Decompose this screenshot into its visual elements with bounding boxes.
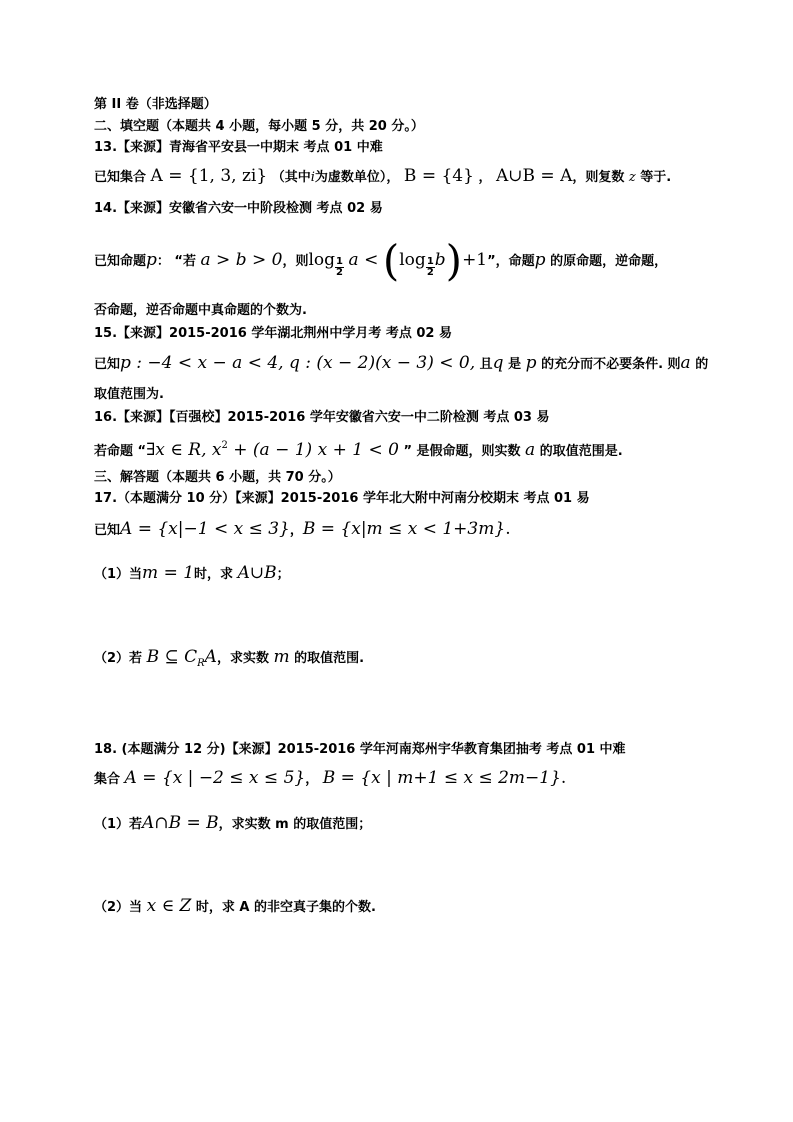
q18-dot: .	[560, 768, 567, 788]
q14-log-a: log	[308, 250, 336, 270]
q17-p1-union: A∪B	[237, 563, 277, 583]
q14-p: p	[146, 250, 157, 270]
q15-body	[94, 355, 708, 373]
q16-source: 16.【来源】【百强校】2015-2016 学年安徽省六安一中二阶检测 考点 03 易	[94, 410, 550, 425]
q13-known: 已知集合	[94, 170, 147, 185]
q17-p2-mid: ，求实数	[216, 651, 269, 666]
q18-part2	[94, 898, 376, 916]
q14-b: b	[434, 250, 446, 270]
q17-p2-a: A	[204, 647, 217, 667]
part-title: 第 II 卷（非选择题）	[94, 97, 217, 112]
q14-after: ”，命题	[487, 254, 535, 269]
q15-p: p	[525, 353, 537, 373]
q17-p1-pre: （1）当	[94, 567, 143, 582]
q14-half-fraction-2: $\frac{1}{2}$	[426, 256, 434, 278]
answer-header: 三、解答题（本题共 6 小题，共 70 分。）	[94, 470, 341, 485]
q17-p2-b: B ⊆ C	[146, 647, 198, 667]
q18-comma: ，	[305, 772, 319, 787]
q17-known: 已知	[94, 523, 121, 538]
q16-sq: 2	[221, 440, 228, 451]
q16-body	[94, 438, 623, 460]
q13-note-post: 为虚数单位），	[314, 170, 400, 185]
q15-q: q	[492, 353, 504, 373]
q14-pre: 已知命题	[94, 254, 147, 269]
q14-p2: p	[534, 250, 546, 270]
q18-p2-pre: （2）当	[94, 900, 143, 915]
q16-expr2: + (a − 1) x + 1 < 0	[227, 440, 399, 460]
q17-p2-m: m	[273, 647, 290, 667]
q16-post: ” 是假命题，则实数	[403, 444, 521, 459]
q15-expr: p : −4 < x − a < 4, q : (x − 2)(x − 3) < 0,	[120, 353, 476, 373]
q17-comma: ，	[289, 523, 303, 538]
q13-note-pre: （其中	[271, 170, 311, 185]
q17-p2-r: R	[197, 658, 205, 669]
q16-a: a	[525, 440, 536, 460]
q14-source: 14.【来源】安徽省六安一中阶段检测 考点 02 易	[94, 201, 383, 216]
q17-source: 17.（本题满分 10 分）【来源】2015-2016 学年北大附中河南分校期末 考点 01 易	[94, 491, 590, 506]
q17-p1-end: ；	[276, 567, 290, 582]
q18-set-b: B = {x | m+1 ≤ x ≤ 2m−1}	[322, 768, 561, 788]
q17-part2	[94, 649, 364, 672]
q16-pre: 若命题 “	[94, 444, 147, 459]
q15-line2: 取值范围为.	[94, 387, 164, 402]
q14-line2: 否命题，逆否命题中真命题的个数为.	[94, 303, 307, 318]
q13-set-b: B = {4}	[403, 166, 474, 186]
q14-right-paren: )	[445, 236, 463, 285]
q18-p1-end: ，求实数 m 的取值范围；	[218, 817, 372, 832]
q15-mid: 且	[479, 357, 493, 372]
q18-part1	[94, 815, 371, 833]
q14-body	[94, 236, 668, 285]
q18-set-label: 集合	[94, 772, 121, 787]
q13-body	[94, 168, 671, 186]
q18-p2-expr: x ∈ Z	[146, 896, 192, 916]
q14-then: ，则	[282, 254, 309, 269]
q13-set-a: A = {1, 3, zi}	[150, 166, 268, 186]
q15-source: 15.【来源】2015-2016 学年湖北荆州中学月考 考点 02 易	[94, 326, 452, 341]
q14-after2: 的原命题，逆命题，	[550, 254, 668, 269]
q18-set-a: A = {x | −2 ≤ x ≤ 5}	[124, 768, 306, 788]
q16-tail: 的取值范围是.	[539, 444, 623, 459]
q18-p1-pre: （1）若	[94, 817, 143, 832]
q15-is: 是	[508, 357, 522, 372]
q17-dot: .	[505, 519, 511, 539]
q14-left-paren: (	[382, 236, 400, 285]
q14-plus1: +1	[462, 250, 488, 270]
q15-a: a	[680, 353, 691, 373]
q13-comma: ，	[478, 170, 492, 185]
q18-body	[94, 770, 566, 788]
q17-part1	[94, 565, 290, 583]
q17-p2-pre: （2）若	[94, 651, 143, 666]
q14-colon: ： “若	[156, 254, 196, 269]
q17-p1-mid: 时，求	[194, 567, 234, 582]
q13-z: z	[628, 170, 636, 185]
q16-expr: ∃x ∈ R, x	[146, 440, 222, 460]
q15-tail2: 的	[695, 357, 709, 372]
q13-note-i: i	[310, 170, 315, 185]
q17-p1-m: m = 1	[142, 563, 195, 583]
q17-body	[94, 521, 511, 539]
q13-tail: ，则复数	[572, 170, 625, 185]
q14-log-b: log	[399, 250, 426, 270]
fill-blank-header: 二、填空题（本题共 4 小题，每小题 5 分，共 20 分。）	[94, 119, 424, 134]
q14-cond: a > b > 0	[200, 250, 283, 270]
q15-known: 已知	[94, 357, 121, 372]
q14-a: a <	[348, 250, 379, 270]
q14-half-fraction: $\frac{1}{2}$	[336, 256, 343, 278]
q13-union: A∪B = A	[496, 166, 573, 186]
q18-source: 18. (本题满分 12 分)【来源】2015-2016 学年河南郑州宇华教育集团抽考 考点 01 中难	[94, 742, 626, 757]
q18-p1-expr: A∩B = B	[142, 813, 219, 833]
q17-p2-end: 的取值范围.	[294, 651, 365, 666]
q13-tail2: 等于.	[640, 170, 672, 185]
q17-set-b: B = {x|m ≤ x < 1+3m}	[302, 519, 506, 539]
q18-p2-end: 时，求 A 的非空真子集的个数.	[195, 900, 376, 915]
q15-tail: 的充分而不必要条件. 则	[541, 357, 681, 372]
q13-source: 13.【来源】青海省平安县一中期末 考点 01 中难	[94, 140, 383, 155]
q17-set-a: A = {x|−1 < x ≤ 3}	[120, 519, 290, 539]
